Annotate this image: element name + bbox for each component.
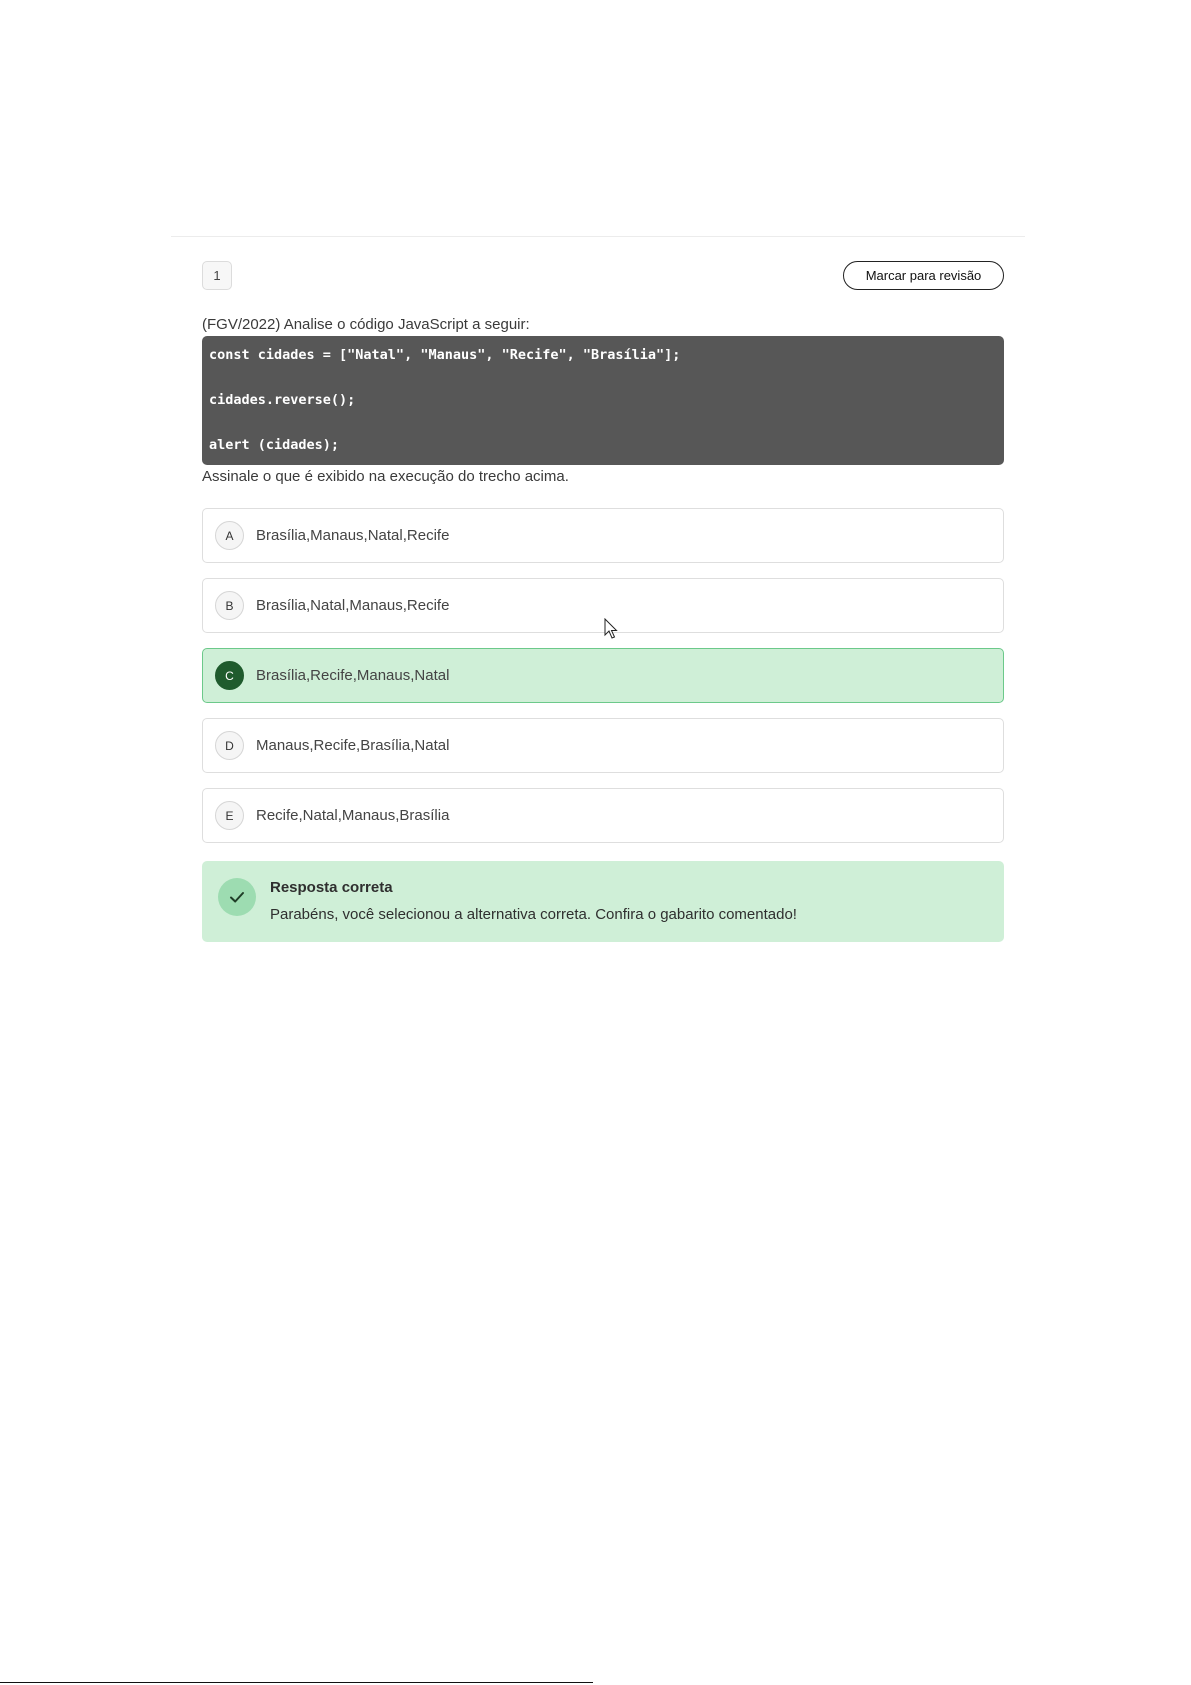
option-b[interactable]	[202, 578, 1004, 633]
option-c[interactable]	[202, 648, 1004, 703]
feedback-message: Parabéns, você selecionou a alternativa correta. Confira o gabarito comentado!	[270, 906, 797, 923]
question-number: 1	[202, 261, 232, 290]
page-divider	[0, 1682, 593, 1683]
option-a[interactable]	[202, 508, 1004, 563]
question-prompt: Assinale o que é exibido na execução do trecho acima.	[202, 468, 569, 485]
option-e[interactable]	[202, 788, 1004, 843]
check-icon	[218, 878, 256, 916]
option-letter-badge: C	[215, 661, 244, 690]
correct-answer-feedback	[202, 861, 1004, 942]
option-text: Brasília,Manaus,Natal,Recife	[256, 527, 450, 544]
question-stem: (FGV/2022) Analise o código JavaScript a seguir:	[202, 316, 530, 333]
option-text: Manaus,Recife,Brasília,Natal	[256, 737, 450, 754]
option-letter-badge: B	[215, 591, 244, 620]
code-line: alert (cidades);	[209, 437, 340, 453]
option-letter-badge: A	[215, 521, 244, 550]
feedback-title: Resposta correta	[270, 879, 393, 896]
option-text: Brasília,Recife,Manaus,Natal	[256, 667, 450, 684]
option-text: Brasília,Natal,Manaus,Recife	[256, 597, 450, 614]
mark-for-review-button[interactable]: Marcar para revisão	[843, 261, 1004, 290]
option-letter-badge: E	[215, 801, 244, 830]
code-line: cidades.reverse();	[209, 392, 356, 408]
code-line: const cidades = ["Natal", "Manaus", "Recife", "Brasília"];	[209, 347, 681, 363]
option-letter-badge: D	[215, 731, 244, 760]
option-text: Recife,Natal,Manaus,Brasília	[256, 807, 450, 824]
code-block	[202, 336, 1004, 465]
option-d[interactable]	[202, 718, 1004, 773]
mouse-cursor-icon	[604, 618, 618, 640]
